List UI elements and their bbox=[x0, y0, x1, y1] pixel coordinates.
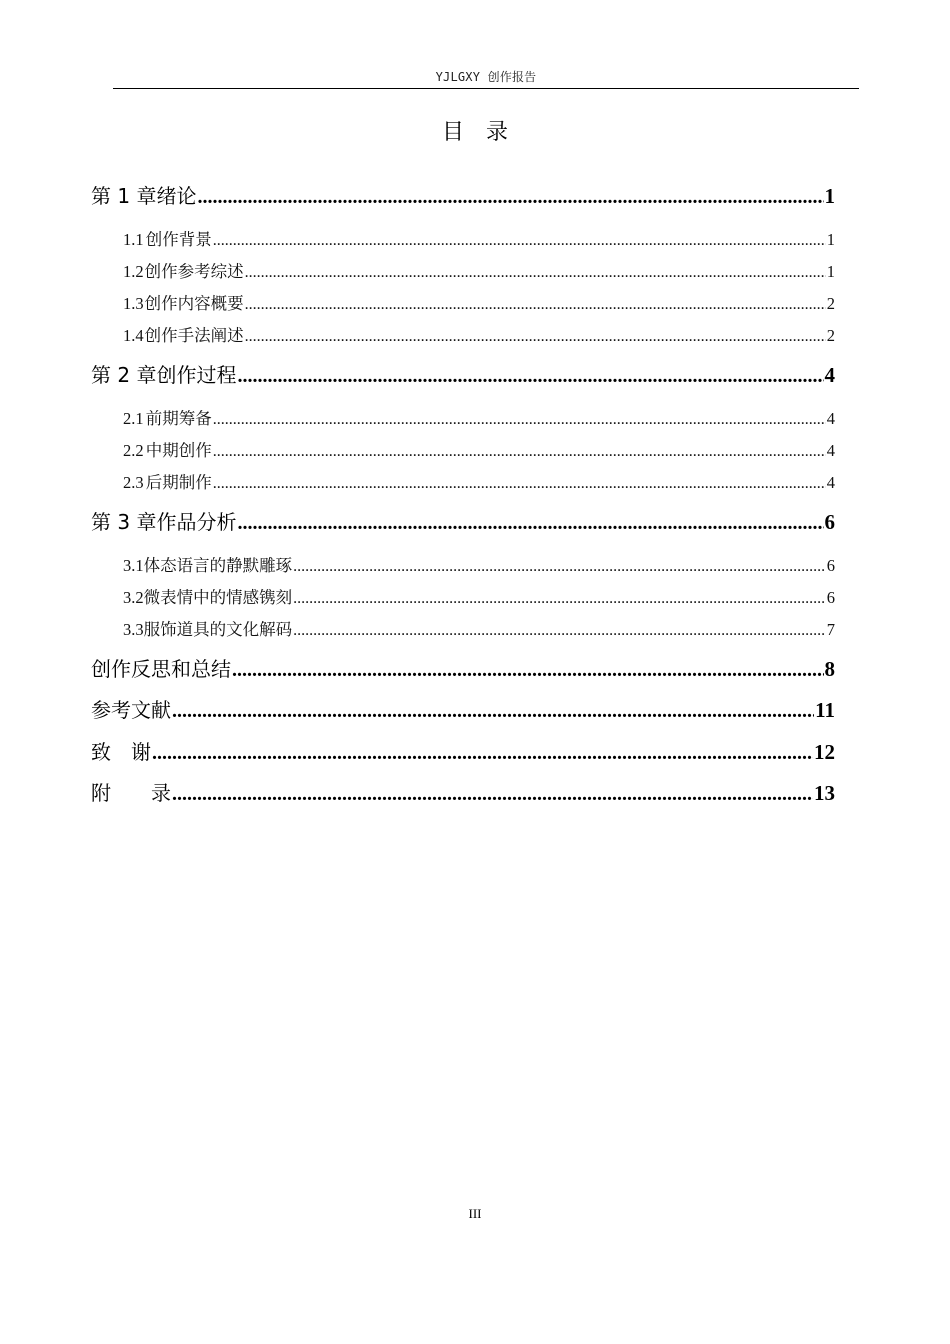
toc-entry-number: 1.1 bbox=[123, 230, 144, 249]
dot-leader bbox=[172, 783, 813, 806]
toc-entry-label: 创作背景 bbox=[145, 230, 212, 249]
toc-entry-number: 3.1 bbox=[123, 556, 144, 575]
toc-entry-label: 后期制作 bbox=[145, 473, 212, 492]
toc-entry-number: 2.3 bbox=[123, 473, 144, 492]
dot-leader bbox=[213, 411, 826, 429]
dot-leader bbox=[293, 622, 826, 640]
toc-entry[interactable] bbox=[123, 258, 835, 282]
toc-entry-label: 前期筹备 bbox=[145, 409, 212, 428]
toc-entry-page: 1 bbox=[826, 262, 835, 281]
toc-entry-page: 7 bbox=[826, 620, 835, 639]
toc-entry-label: 创作内容概要 bbox=[144, 294, 244, 313]
dot-leader bbox=[152, 742, 813, 765]
dot-leader bbox=[213, 475, 826, 493]
toc-entry-page: 12 bbox=[814, 740, 835, 764]
toc-entry-label: 致 谢 bbox=[91, 740, 151, 764]
toc-entry[interactable] bbox=[91, 736, 835, 765]
toc-entry-page: 13 bbox=[814, 781, 835, 805]
toc-entry-number: 1.2 bbox=[123, 262, 144, 281]
toc-entry-page: 6 bbox=[826, 556, 835, 575]
toc-entry[interactable] bbox=[91, 359, 835, 388]
dot-leader bbox=[237, 512, 823, 535]
toc-entry[interactable] bbox=[123, 322, 835, 346]
dot-leader bbox=[293, 558, 826, 576]
toc-entry-page: 2 bbox=[826, 326, 835, 345]
toc-entry-page: 1 bbox=[826, 230, 835, 249]
toc-entry-page: 4 bbox=[824, 363, 835, 387]
toc-title: 目 录 bbox=[441, 120, 508, 145]
toc-entry-label: 创作手法阐述 bbox=[144, 326, 244, 345]
toc-entry-label: 创作参考综述 bbox=[144, 262, 244, 281]
toc-entry-number: 第 3 章 bbox=[91, 510, 157, 534]
toc-entry-page: 8 bbox=[824, 657, 835, 681]
dot-leader bbox=[245, 264, 826, 282]
toc-entry[interactable] bbox=[123, 290, 835, 314]
toc-entry-label: 中期创作 bbox=[145, 441, 212, 460]
page-header: YJLGXY 创作报告 bbox=[435, 70, 537, 84]
toc-entry-page: 11 bbox=[815, 698, 835, 722]
toc-entry-page: 6 bbox=[824, 510, 835, 534]
toc-entry-page: 4 bbox=[826, 409, 835, 428]
toc-entry[interactable] bbox=[123, 552, 835, 576]
dot-leader bbox=[172, 700, 814, 723]
toc-entry-label: 体态语言的静默雕琢 bbox=[143, 556, 293, 575]
toc-entry[interactable] bbox=[123, 405, 835, 429]
toc-entry-number: 3.3 bbox=[123, 620, 144, 639]
dot-leader bbox=[213, 232, 826, 250]
toc-entry-number: 1.4 bbox=[123, 326, 144, 345]
toc-entry-label: 参考文献 bbox=[91, 698, 171, 722]
toc-entry[interactable] bbox=[91, 694, 835, 723]
toc-entry-number: 2.2 bbox=[123, 441, 144, 460]
toc-entry[interactable] bbox=[123, 437, 835, 461]
toc-entry-number: 第 2 章 bbox=[91, 363, 157, 387]
toc-entry[interactable] bbox=[123, 584, 835, 608]
toc-entry-label: 创作反思和总结 bbox=[91, 657, 231, 681]
toc-entry-number: 第 1 章 bbox=[91, 184, 157, 208]
toc-entry-number: 2.1 bbox=[123, 409, 144, 428]
toc-entry[interactable] bbox=[91, 777, 835, 806]
toc-entry-number: 3.2 bbox=[123, 588, 144, 607]
dot-leader bbox=[213, 443, 826, 461]
toc-entry[interactable] bbox=[123, 616, 835, 640]
dot-leader bbox=[245, 328, 826, 346]
dot-leader bbox=[245, 296, 826, 314]
page-number: III bbox=[468, 1206, 482, 1221]
toc-entry[interactable] bbox=[91, 653, 835, 682]
toc-entry-page: 4 bbox=[826, 441, 835, 460]
dot-leader bbox=[293, 590, 826, 608]
dot-leader bbox=[237, 365, 823, 388]
toc-entry-page: 4 bbox=[826, 473, 835, 492]
toc-entry-page: 1 bbox=[824, 184, 835, 208]
toc-entry-label: 服饰道具的文化解码 bbox=[143, 620, 293, 639]
toc-entry-label: 附 录 bbox=[91, 781, 171, 805]
toc-entry-number: 1.3 bbox=[123, 294, 144, 313]
toc-entry-page: 2 bbox=[826, 294, 835, 313]
dot-leader bbox=[232, 659, 824, 682]
toc-entry[interactable] bbox=[91, 506, 835, 535]
toc-entry-label: 创作过程 bbox=[156, 363, 237, 387]
toc-entry-page: 6 bbox=[826, 588, 835, 607]
dot-leader bbox=[197, 186, 823, 209]
toc-entry[interactable] bbox=[91, 180, 835, 209]
toc-entry-label: 绪论 bbox=[156, 184, 197, 208]
toc-entry-label: 作品分析 bbox=[156, 510, 237, 534]
toc-entry[interactable] bbox=[123, 469, 835, 493]
toc-entry-label: 微表情中的情感镌刻 bbox=[143, 588, 293, 607]
toc-entry[interactable] bbox=[123, 226, 835, 250]
